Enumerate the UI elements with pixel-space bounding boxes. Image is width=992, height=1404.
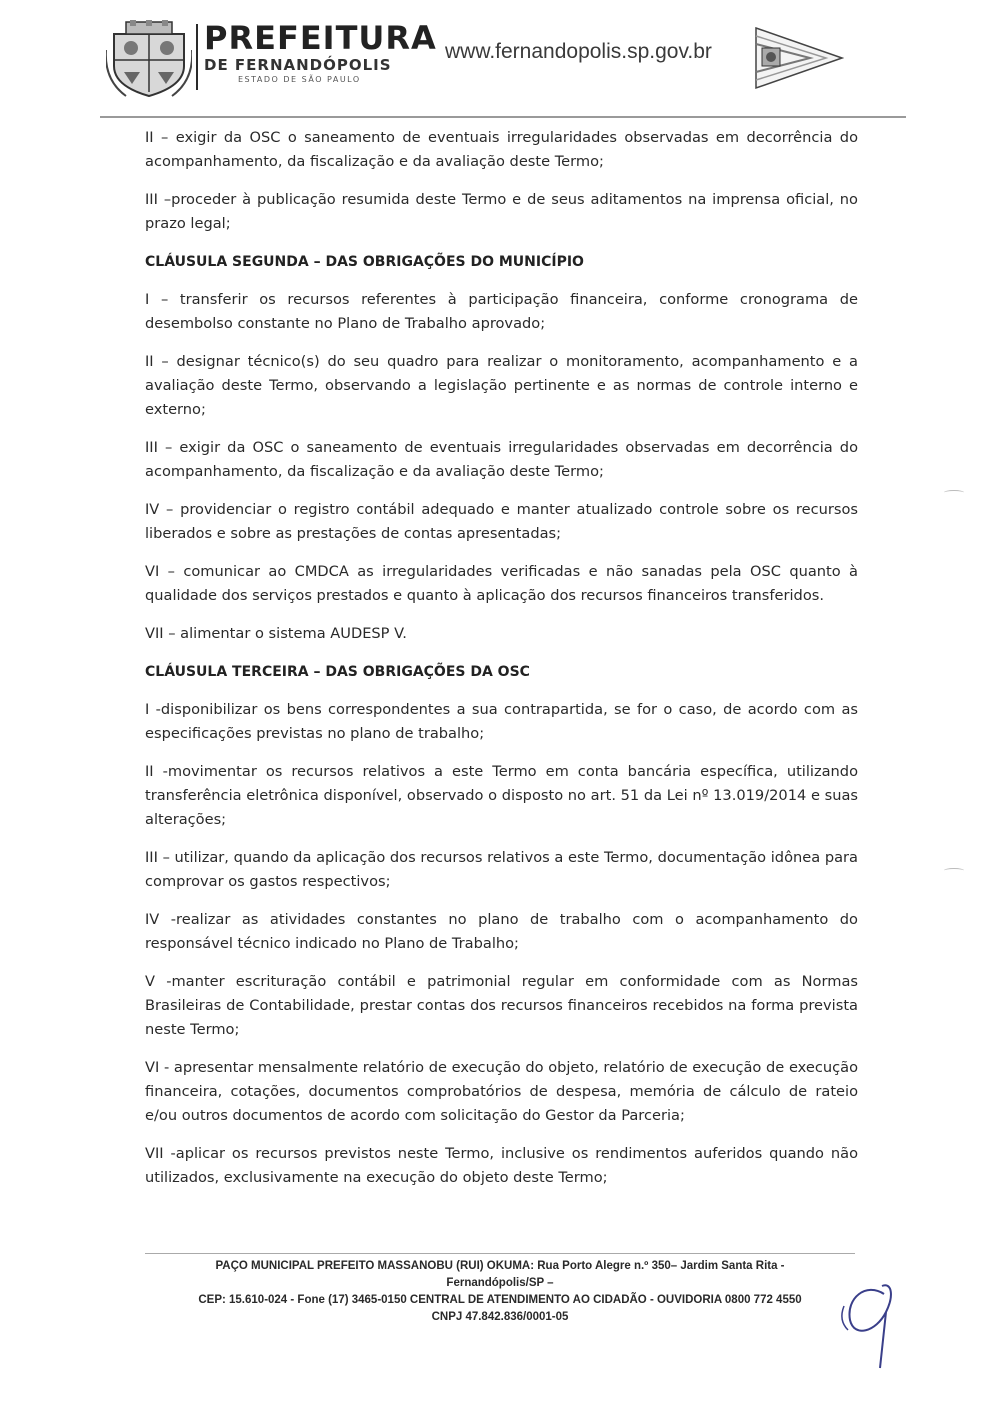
clause-paragraph: VII – alimentar o sistema AUDESP V.	[145, 625, 407, 642]
footer-address: PAÇO MUNICIPAL PREFEITO MASSANOBU (RUI) OKUMA: Rua Porto Alegre n.º 350– Jardim Santa Rita -	[215, 1260, 785, 1272]
clause-paragraph: VI - apresentar mensalmente relatório de execução do objeto, relatório de execução de execução financeira, cotações, documentos comprobatórios de despesa, memória de cálculo de rateio e/ou outros documentos de acordo com solicitação do Gestor da Parceria;	[145, 1059, 858, 1124]
website-url: www.fernandopolis.sp.gov.br	[445, 40, 712, 63]
section-heading: CLÁUSULA SEGUNDA – DAS OBRIGAÇÕES DO MUNICÍPIO	[145, 254, 584, 270]
margin-mark	[944, 490, 964, 495]
section-heading: CLÁUSULA TERCEIRA – DAS OBRIGAÇÕES DA OSC	[145, 664, 530, 680]
clause-paragraph: IV -realizar as atividades constantes no plano de trabalho com o acompanhamento do responsável técnico indicado no Plano de Trabalho;	[145, 911, 858, 952]
clause-paragraph: I – transferir os recursos referentes à participação financeira, conforme cronograma de desembolso constante no Plano de Trabalho aprovado;	[145, 291, 858, 332]
coat-of-arms-icon	[106, 20, 192, 100]
clause-paragraph: II – designar técnico(s) do seu quadro para realizar o monitoramento, acompanhamento e a avaliação deste Termo, observando a legislação pertinente e as normas de controle interno e externo;	[145, 353, 858, 418]
clause-paragraph: III – exigir da OSC o saneamento de eventuais irregularidades observadas em decorrência do acompanhamento, da fiscalização e da avaliação deste Termo;	[145, 439, 858, 480]
clause-paragraph: VI – comunicar ao CMDCA as irregularidades verificadas e não sanadas pela OSC quanto à qualidade dos serviços prestados e quanto à aplicação dos recursos financeiros transferidos.	[145, 563, 858, 604]
clause-paragraph: VII -aplicar os recursos previstos neste Termo, inclusive os rendimentos auferidos quando não utilizados, exclusivamente na execução do objeto deste Termo;	[145, 1145, 858, 1186]
clause-paragraph: III –proceder à publicação resumida deste Termo e de seus aditamentos na imprensa oficial, no prazo legal;	[145, 191, 858, 232]
header-divider	[196, 24, 198, 90]
footer-contact: CEP: 15.610-024 - Fone (17) 3465-0150 CENTRAL DE ATENDIMENTO AO CIDADÃO - OUVIDORIA 0800 772 4550	[198, 1294, 802, 1306]
header-rule	[100, 116, 906, 118]
page-footer	[145, 1253, 855, 1326]
clause-paragraph: II -movimentar os recursos relativos a este Termo em conta bancária específica, utilizando transferência eletrônica disponível, observado o disposto no art. 51 da Lei nº 13.019/2014 e suas alterações;	[145, 763, 858, 828]
footer-city: Fernandópolis/SP –	[446, 1277, 554, 1289]
brand-state: ESTADO DE SÃO PAULO	[238, 75, 361, 84]
document-body	[145, 126, 858, 1204]
brand-title: PREFEITURA	[204, 19, 437, 57]
page-header	[0, 0, 992, 118]
city-flag-icon	[752, 22, 844, 92]
clause-paragraph: III – utilizar, quando da aplicação dos recursos relativos a este Termo, documentação idônea para comprovar os gastos respectivos;	[145, 849, 858, 890]
footer-rule	[145, 1253, 855, 1254]
clause-paragraph: II – exigir da OSC o saneamento de eventuais irregularidades observadas em decorrência do acompanhamento, da fiscalização e da avaliação deste Termo;	[145, 129, 858, 170]
footer-cnpj: CNPJ 47.842.836/0001-05	[431, 1311, 569, 1323]
clause-paragraph: IV – providenciar o registro contábil adequado e manter atualizado controle sobre os recursos liberados e sobre as prestações de contas apresentadas;	[145, 501, 858, 542]
clause-paragraph: V -manter escrituração contábil e patrimonial regular em conformidade com as Normas Brasileiras de Contabilidade, prestar contas dos recursos financeiros recebidos na forma prevista neste Termo;	[145, 973, 858, 1038]
margin-mark	[944, 868, 964, 873]
handwritten-signature-icon	[836, 1276, 908, 1372]
brand-block	[204, 19, 437, 86]
clause-paragraph: I -disponibilizar os bens correspondentes a sua contrapartida, se for o caso, de acordo com as especificações previstas no plano de trabalho;	[145, 701, 858, 742]
brand-subtitle: DE FERNANDÓPOLIS	[204, 56, 392, 74]
